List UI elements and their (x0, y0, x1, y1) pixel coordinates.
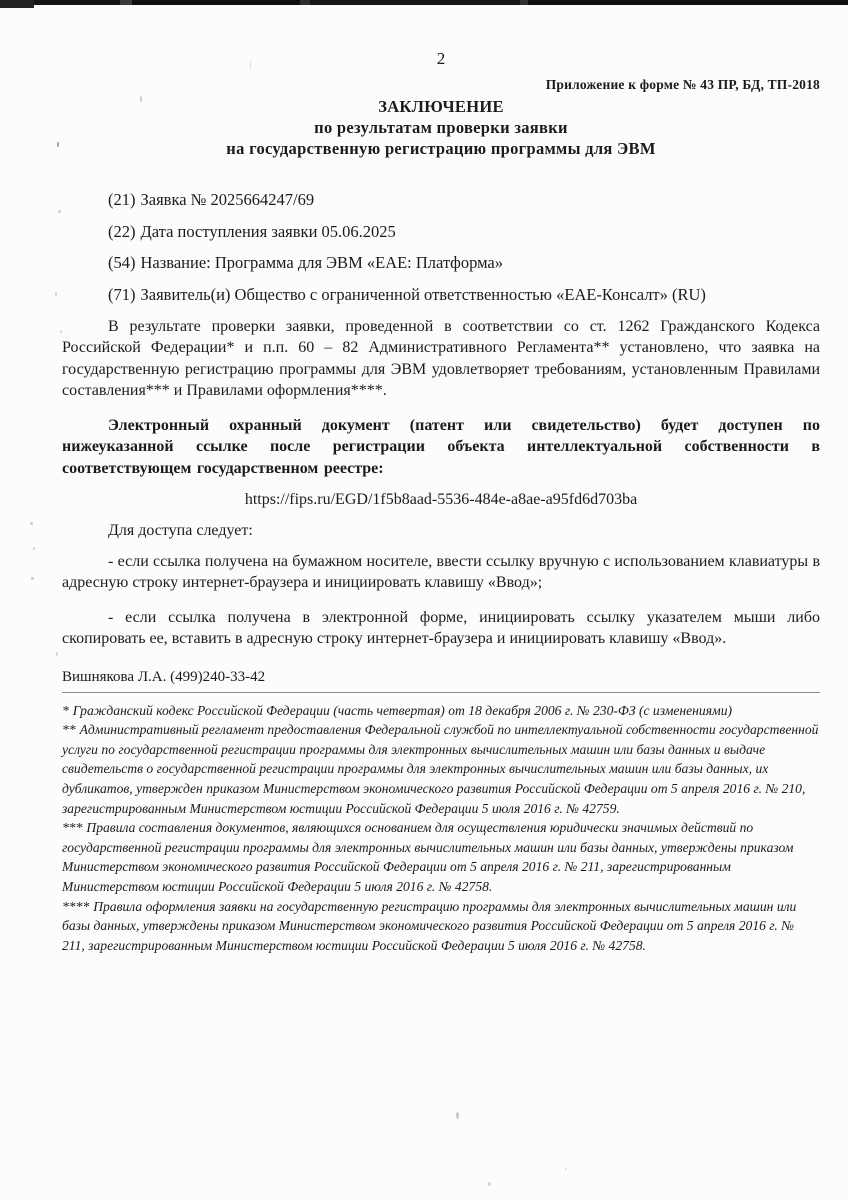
footnote-text: Правила составления документов, являющихся основанием для осуществления юридически значимых действий по государственной регистрации программы для электронных вычислительных машин или базы данных, утверждены приказом Министерством экономического развития Российской Федерации от 5 апреля 2016 г. № 211, зарегистрированным Министерством юстиции Российской Федерации 5 июля 2016 г. № 42758. (62, 820, 794, 894)
access-step-paper: - если ссылка получена на бумажном носителе, ввести ссылку вручную с использованием клавиатуры в адресную строку интернет-браузера и инициировать клавишу «Ввод»; (62, 553, 820, 592)
footnote-pravila-oformleniya (62, 897, 820, 956)
form-reference: Приложение к форме № 43 ПР, БД, ТП-2018 (545, 77, 820, 92)
scan-speck (58, 210, 61, 213)
field-code: (22) (108, 221, 136, 241)
result-paragraph: В результате проверки заявки, проведенной в соответствии со ст. 1262 Гражданского Кодекса Российской Федерации* и п.п. 60 – 82 Административного Регламента** установлено, что заявка на государственную регистрацию программы для ЭВМ удовлетворяет требованиям, установленным Правилами составления*** и Правилами оформления****. (62, 318, 820, 400)
field-value: Заявитель(и) Общество с ограниченной ответственностью «ЕАЕ-Консалт» (RU) (140, 284, 706, 304)
footnote-text: Гражданский кодекс Российской Федерации (часть четвертая) от 18 декабря 2006 г. № 230-ФЗ (с изменениями) (72, 702, 733, 718)
bibliographic-fields (62, 190, 820, 305)
scan-speck (456, 1112, 459, 1119)
examiner-contact: Вишнякова Л.А. (499)240-33-42 (62, 668, 266, 685)
field-22-filing-date (62, 222, 820, 242)
scan-speck (55, 292, 57, 296)
footnote-marker: **** (62, 898, 90, 914)
footnote-marker: *** (62, 820, 83, 836)
title-line-2: по результатам проверки заявки (314, 118, 568, 137)
field-code: (21) (108, 190, 136, 209)
footnote-pravila-sostavleniya (62, 818, 820, 896)
scan-speck (565, 1168, 567, 1170)
scan-speck (488, 1182, 491, 1186)
footnotes (62, 701, 820, 956)
footnote-marker: * (62, 702, 69, 718)
footnote-civil-code (62, 701, 820, 721)
title-line-3: на государственную регистрацию программы для ЭВМ (226, 139, 656, 158)
field-value: Заявка № 2025664247/69 (140, 190, 315, 209)
scan-speck (31, 577, 34, 580)
footnote-separator (62, 692, 820, 693)
scan-speck (33, 547, 35, 550)
document-title (62, 96, 820, 159)
scan-edge-artifact-corner (0, 0, 34, 8)
footnote-text: Административный регламент предоставления Федеральной службой по интеллектуальной собственности государственной услуги по государственной регистрации программы для электронных вычислительных машин или базы данных и выдаче свидетельств о государственной регистрации программы для электронных вычислительных машин или базы данных, их дубликатов, утвержден приказом Министерством экономического развития Российской Федерации от 5 апреля 2016 г. № 210, зарегистрированным Министерством юстиции Российской Федерации 5 июля 2016 г. № 42759. (62, 722, 819, 816)
scan-speck (30, 522, 33, 525)
field-71-applicant (62, 285, 820, 305)
access-step-electronic: - если ссылка получена в электронной форме, инициировать ссылку указателем мыши либо скопировать ее, вставить в адресную строку интернет-браузера и инициировать клавишу «Ввод». (62, 608, 820, 648)
footnote-text: Правила оформления заявки на государственную регистрацию программы для электронных вычислительных машин или базы данных, утверждены приказом Министерством экономического развития Российской Федерации от 5 апреля 2016 г. № 211, зарегистрированным Министерством юстиции Российской Федерации 5 июля 2016 г. № 42758. (62, 898, 797, 953)
field-21-application-number (62, 190, 820, 210)
field-value: Название: Программа для ЭВМ «ЕАЕ: Платформа» (140, 253, 503, 272)
scan-speck (57, 142, 59, 147)
title-line-1: ЗАКЛЮЧЕНИЕ (378, 97, 504, 116)
field-code: (71) (108, 284, 136, 304)
field-54-program-name (62, 253, 820, 273)
edoc-availability-paragraph: Электронный охранный документ (патент или свидетельство) будет доступен по нижеуказанной ссылке после регистрации объекта интеллектуальной собственности в соответствующем государственном реестре: (62, 416, 820, 478)
footnote-marker: ** (62, 722, 76, 738)
document-content (62, 0, 820, 955)
egd-link: https://fips.ru/EGD/1f5b8aad-5536-484e-a8ae-a95fd6d703ba (244, 491, 638, 509)
access-instructions-intro: Для доступа следует: (108, 522, 253, 540)
scan-speck (56, 652, 58, 656)
field-value: Дата поступления заявки 05.06.2025 (140, 221, 396, 241)
page-number: 2 (436, 49, 446, 68)
field-code: (54) (108, 253, 136, 272)
footnote-admin-reglament (62, 720, 820, 818)
